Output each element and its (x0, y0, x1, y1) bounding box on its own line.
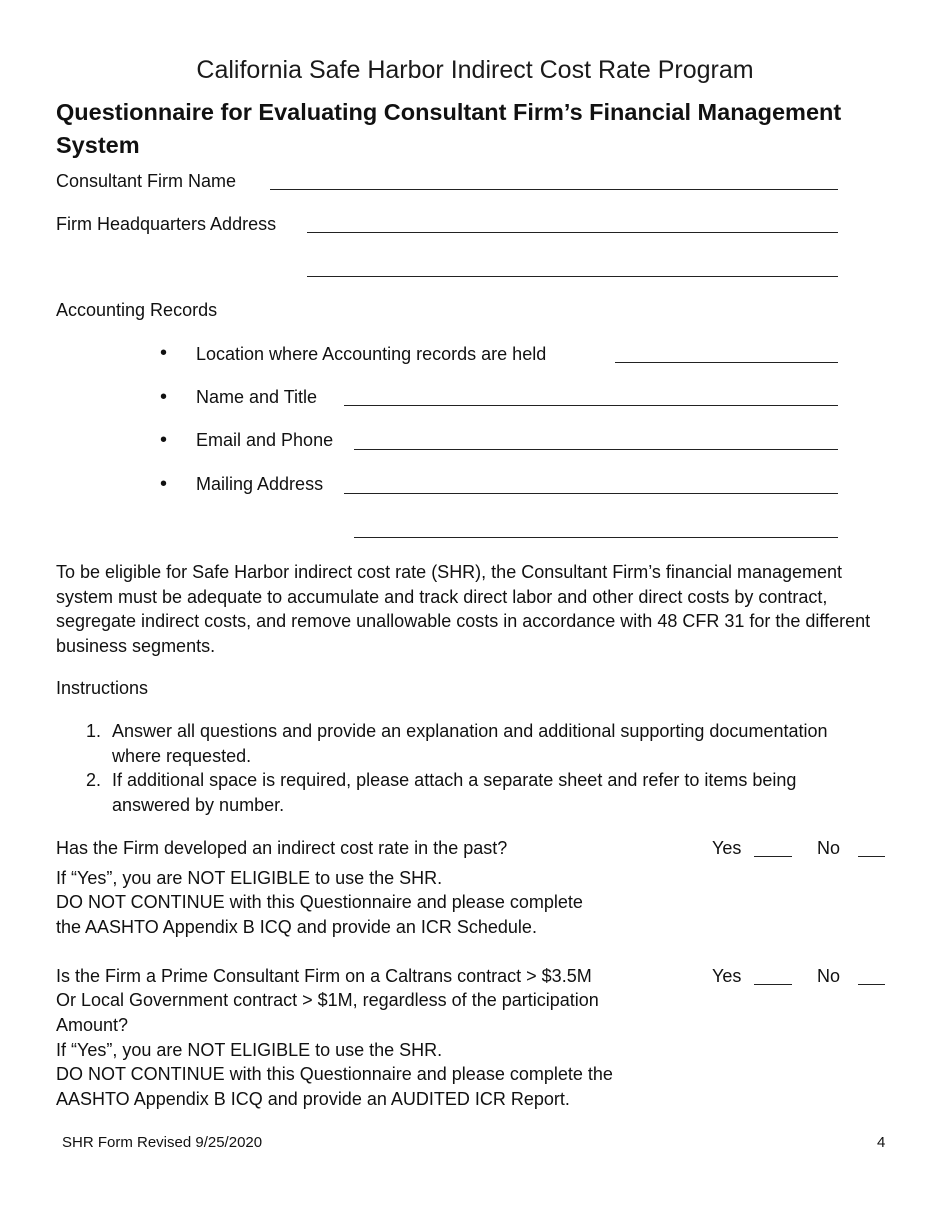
firm-name-field[interactable] (270, 171, 838, 190)
footer-revision: SHR Form Revised 9/25/2020 (62, 1134, 263, 1151)
accounting-email-phone-label: Email and Phone (196, 430, 334, 450)
instruction-item-2: If additional space is required, please attach a separate sheet and refer to items being answered by number. (112, 770, 797, 815)
accounting-location-label: Location where Accounting records are held (196, 344, 547, 364)
accounting-records-heading: Accounting Records (56, 300, 218, 320)
firm-address-field-line1[interactable] (307, 214, 838, 233)
bullet: • (160, 386, 168, 408)
question-1-note-line: DO NOT CONTINUE with this Questionnaire and please complete (56, 892, 583, 912)
bullet: • (160, 429, 168, 451)
question-2-text-line: Or Local Government contract > $1M, regardless of the participation (56, 990, 599, 1010)
question-1-text: Has the Firm developed an indirect cost rate in the past? (56, 838, 508, 858)
question-2-no-field[interactable] (858, 966, 885, 985)
question-1-yes-label: Yes (712, 838, 742, 858)
program-title: California Safe Harbor Indirect Cost Rate Program (196, 56, 754, 84)
instruction-item-1: Answer all questions and provide an explanation and additional supporting documentation where requested. (112, 721, 828, 766)
form-title: Questionnaire for Evaluating Consultant Firm’s Financial Management System (56, 99, 842, 158)
firm-address-label: Firm Headquarters Address (56, 214, 277, 234)
accounting-mailing-field-line2[interactable] (354, 519, 838, 538)
question-1-note-line: If “Yes”, you are NOT ELIGIBLE to use the SHR. (56, 868, 443, 888)
question-1-yes-field[interactable] (754, 838, 792, 857)
question-2-yes-label: Yes (712, 966, 742, 986)
question-2-note-line: AASHTO Appendix B ICQ and provide an AUDITED ICR Report. (56, 1089, 570, 1109)
question-2-no-label: No (817, 966, 841, 986)
question-1-note-line: the AASHTO Appendix B ICQ and provide an ICR Schedule. (56, 917, 537, 937)
accounting-name-title-field[interactable] (344, 387, 838, 406)
question-2-yes-field[interactable] (754, 966, 792, 985)
firm-address-field-line2[interactable] (307, 258, 838, 277)
question-2-text-line: Amount? (56, 1015, 129, 1035)
accounting-mailing-field-line1[interactable] (344, 475, 838, 494)
question-1-no-label: No (817, 838, 841, 858)
question-2-note-line: If “Yes”, you are NOT ELIGIBLE to use the SHR. (56, 1040, 443, 1060)
accounting-email-phone-field[interactable] (354, 431, 838, 450)
instruction-number: 1. (86, 721, 102, 741)
question-2-note-line: DO NOT CONTINUE with this Questionnaire and please complete the (56, 1064, 613, 1084)
eligibility-paragraph: To be eligible for Safe Harbor indirect cost rate (SHR), the Consultant Firm’s financial management system must be adequate to accumulate and track direct labor and other direct costs by contract, segregate indirect costs, and remove unallowable costs in accordance with 48 CFR 31 for the different business segments. (56, 562, 871, 656)
question-1-no-field[interactable] (858, 838, 885, 857)
accounting-name-title-label: Name and Title (196, 387, 318, 407)
accounting-location-field[interactable] (615, 344, 838, 363)
instructions-heading: Instructions (56, 678, 149, 698)
question-2-text-line: Is the Firm a Prime Consultant Firm on a Caltrans contract > $3.5M (56, 966, 592, 986)
page-number: 4 (877, 1134, 886, 1151)
bullet: • (160, 342, 168, 364)
firm-name-label: Consultant Firm Name (56, 171, 237, 191)
bullet: • (160, 473, 168, 495)
accounting-mailing-label: Mailing Address (196, 474, 324, 494)
instruction-number: 2. (86, 770, 102, 790)
